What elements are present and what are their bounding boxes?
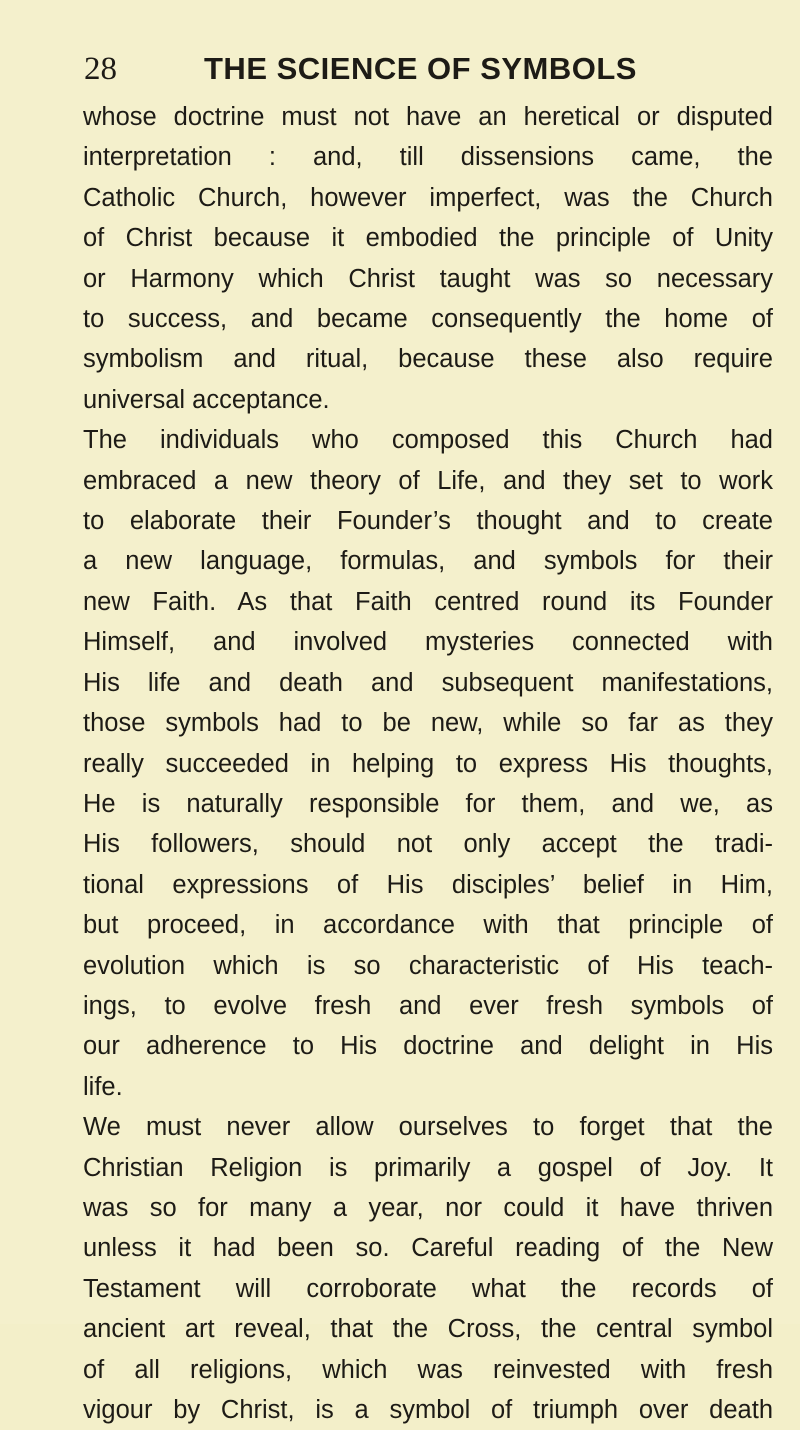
text-line: life. xyxy=(83,1072,123,1101)
text-line: vigour by Christ, is a symbol of triumph over death xyxy=(83,1396,773,1424)
text-line: of Christ because it embodied the principle of Unity xyxy=(83,224,773,253)
text-line: or Harmony which Christ taught was so necessary xyxy=(83,264,773,293)
text-line: We must never allow ourselves to forget that the xyxy=(83,1113,773,1142)
running-head: THE SCIENCE OF SYMBOLS xyxy=(204,51,637,86)
text-line: Himself, and involved mysteries connected with xyxy=(83,628,773,657)
text-line: He is naturally responsible for them, and we, as xyxy=(83,789,773,818)
text-line: our adherence to His doctrine and delight in His xyxy=(83,1032,773,1061)
text-line: of all religions, which was reinvested with fresh xyxy=(83,1355,773,1384)
text-line: unless it had been so. Careful reading of the New xyxy=(83,1234,773,1263)
text-line: Testament will corroborate what the records of xyxy=(83,1274,773,1303)
text-line: His followers, should not only accept the tradi- xyxy=(83,830,773,859)
text-line: was so for many a year, nor could it have thriven xyxy=(83,1193,773,1222)
text-line: tional expressions of His disciples’ belief in Him, xyxy=(83,870,773,899)
page-header xyxy=(84,48,774,90)
text-line: to success, and became consequently the home of xyxy=(83,305,773,334)
text-line: but proceed, in accordance with that principle of xyxy=(83,911,773,940)
body-text xyxy=(83,97,773,1430)
text-line: ancient art reveal, that the Cross, the central symbol xyxy=(83,1315,773,1344)
text-line: ings, to evolve fresh and ever fresh symbols of xyxy=(83,991,773,1020)
text-line: new Faith. As that Faith centred round its Founder xyxy=(83,587,773,616)
page-number: 28 xyxy=(84,51,117,87)
text-line: The individuals who composed this Church had xyxy=(83,426,773,455)
text-line: embraced a new theory of Life, and they set to work xyxy=(83,466,773,495)
text-line: His life and death and subsequent manifestations, xyxy=(83,668,773,697)
text-line: a new language, formulas, and symbols for their xyxy=(83,547,773,576)
text-line: those symbols had to be new, while so far as they xyxy=(83,709,773,738)
text-line: interpretation : and, till dissensions came, the xyxy=(83,143,773,172)
text-line: universal acceptance. xyxy=(83,385,330,414)
text-line: Christian Religion is primarily a gospel of Joy. It xyxy=(83,1153,773,1182)
text-line: really succeeded in helping to express His thoughts, xyxy=(83,749,773,778)
text-line: evolution which is so characteristic of His teach- xyxy=(83,951,773,980)
text-line: symbolism and ritual, because these also require xyxy=(83,345,773,374)
text-line: to elaborate their Founder’s thought and to create xyxy=(83,507,773,536)
text-line: Catholic Church, however imperfect, was the Church xyxy=(83,183,773,212)
text-line: whose doctrine must not have an heretical or disputed xyxy=(83,103,773,131)
